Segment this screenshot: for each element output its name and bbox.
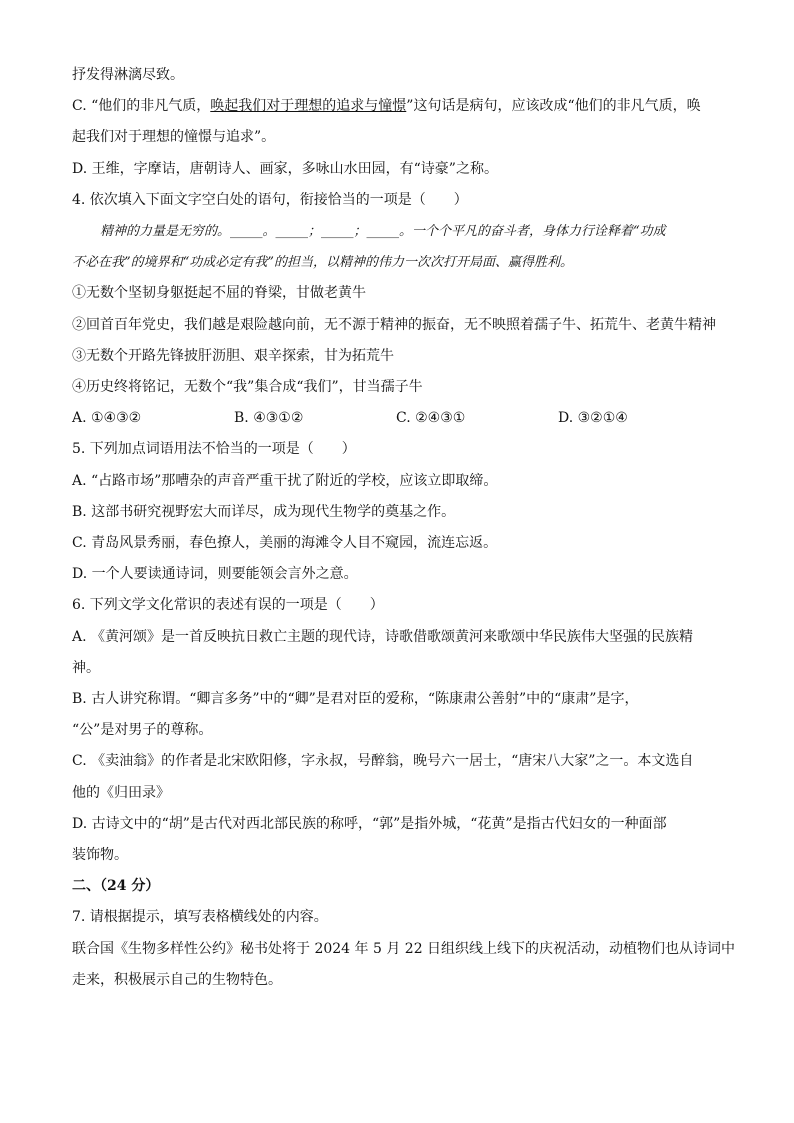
passage-line: 不必在我”的境界和“功成必定有我”的担当，以精神的伟力一次次打开局面、赢得胜利。 [72,255,573,271]
option-c-line: C. “他们的非凡气质，唤起我们对于理想的追求与憧憬”这句话是病句，应该改成“他们的非凡气质，唤 [72,98,701,115]
option-b-cont: “公”是对男子的尊称。 [72,722,213,739]
question-5: 5. 下列加点词语用法不恰当的一项是（ ） [72,441,356,458]
section-heading: 二、（24 分） [72,878,160,895]
option-d[interactable]: D. ③②①④ [558,410,628,427]
sentence-1: ①无数个坚韧身躯挺起不屈的脊梁，甘做老黄牛 [72,285,366,302]
option-a-cont: 神。 [72,659,100,676]
option-d: D. 一个人要读通诗词，则要能领会言外之意。 [72,566,358,583]
sentence-2: ②回首百年党史，我们越是艰险越向前，无不源于精神的振奋，无不映照着孺子牛、拓荒牛、老黄牛精神 [72,316,716,333]
option-b[interactable]: B. ④③①② [234,410,304,427]
passage-line: 精神的力量是无穷的。_____。_____；_____；_____。一个个平凡的奋斗者，身体力行诠释着“功成 [100,224,666,240]
text-line: 抒发得淋漓尽致。 [72,67,184,83]
option-a[interactable]: A. ①④③② [72,410,142,427]
option-a: A. “占路市场”那嘈杂的声音严重干扰了附近的学校，应该立即取缔。 [72,472,498,489]
sentence-4: ④历史终将铭记，无数个“我”集合成“我们”，甘当孺子牛 [72,379,423,396]
option-c-cont: 他的《归田录》 [72,784,170,801]
option-c[interactable]: C. ②④③① [396,410,466,427]
text-line: 起我们对于理想的憧憬与追求”。 [72,129,276,146]
question-6: 6. 下列文学文化常识的表述有误的一项是（ ） [72,597,384,614]
option-d: D. 古诗文中的“胡”是古代对西北部民族的称呼，“郭”是指外城，“花黄”是指古代妇女的一种面部 [72,815,667,832]
option-c: C. 青岛风景秀丽，春色撩人，美丽的海滩令人目不窥园，流连忘返。 [72,535,498,552]
option-a: A. 《黄河颂》是一首反映抗日救亡主题的现代诗，诗歌借歌颂黄河来歌颂中华民族伟大坚强的民族精 [72,628,694,645]
question-4-options [72,403,722,434]
option-b: B. 古人讲究称谓。“卿言多务”中的“卿”是君对臣的爱称，“陈康肃公善射”中的“康肃”是字， [72,691,639,708]
question-7: 7. 请根据提示，填写表格横线处的内容。 [72,909,328,926]
option-d-line: D. 王维，字摩诘，唐朝诗人、画家，多咏山水田园，有“诗豪”之称。 [72,160,498,177]
document-page [72,60,736,996]
option-b: B. 这部书研究视野宏大而详尽，成为现代生物学的奠基之作。 [72,503,456,520]
question-7-text: 联合国《生物多样性公约》秘书处将于 2024 年 5 月 22 日组织线上线下的庆祝活动，动植物们也从诗词中 [72,940,736,957]
underlined-phrase: 唤起我们对于理想的追求与憧憬 [210,98,407,115]
option-c: C. 《卖油翁》的作者是北宋欧阳修，字永叔，号醉翁，晚号六一居士，“唐宋八大家”之一。本文选自 [72,753,694,770]
option-d-cont: 装饰物。 [72,847,128,864]
question-4: 4. 依次填入下面文字空白处的语句，衔接恰当的一项是（ ） [72,191,468,208]
question-7-text: 走来，积极展示自己的生物特色。 [72,971,282,988]
sentence-3: ③无数个开路先锋披肝沥胆、艰辛探索，甘为拓荒牛 [72,347,394,364]
